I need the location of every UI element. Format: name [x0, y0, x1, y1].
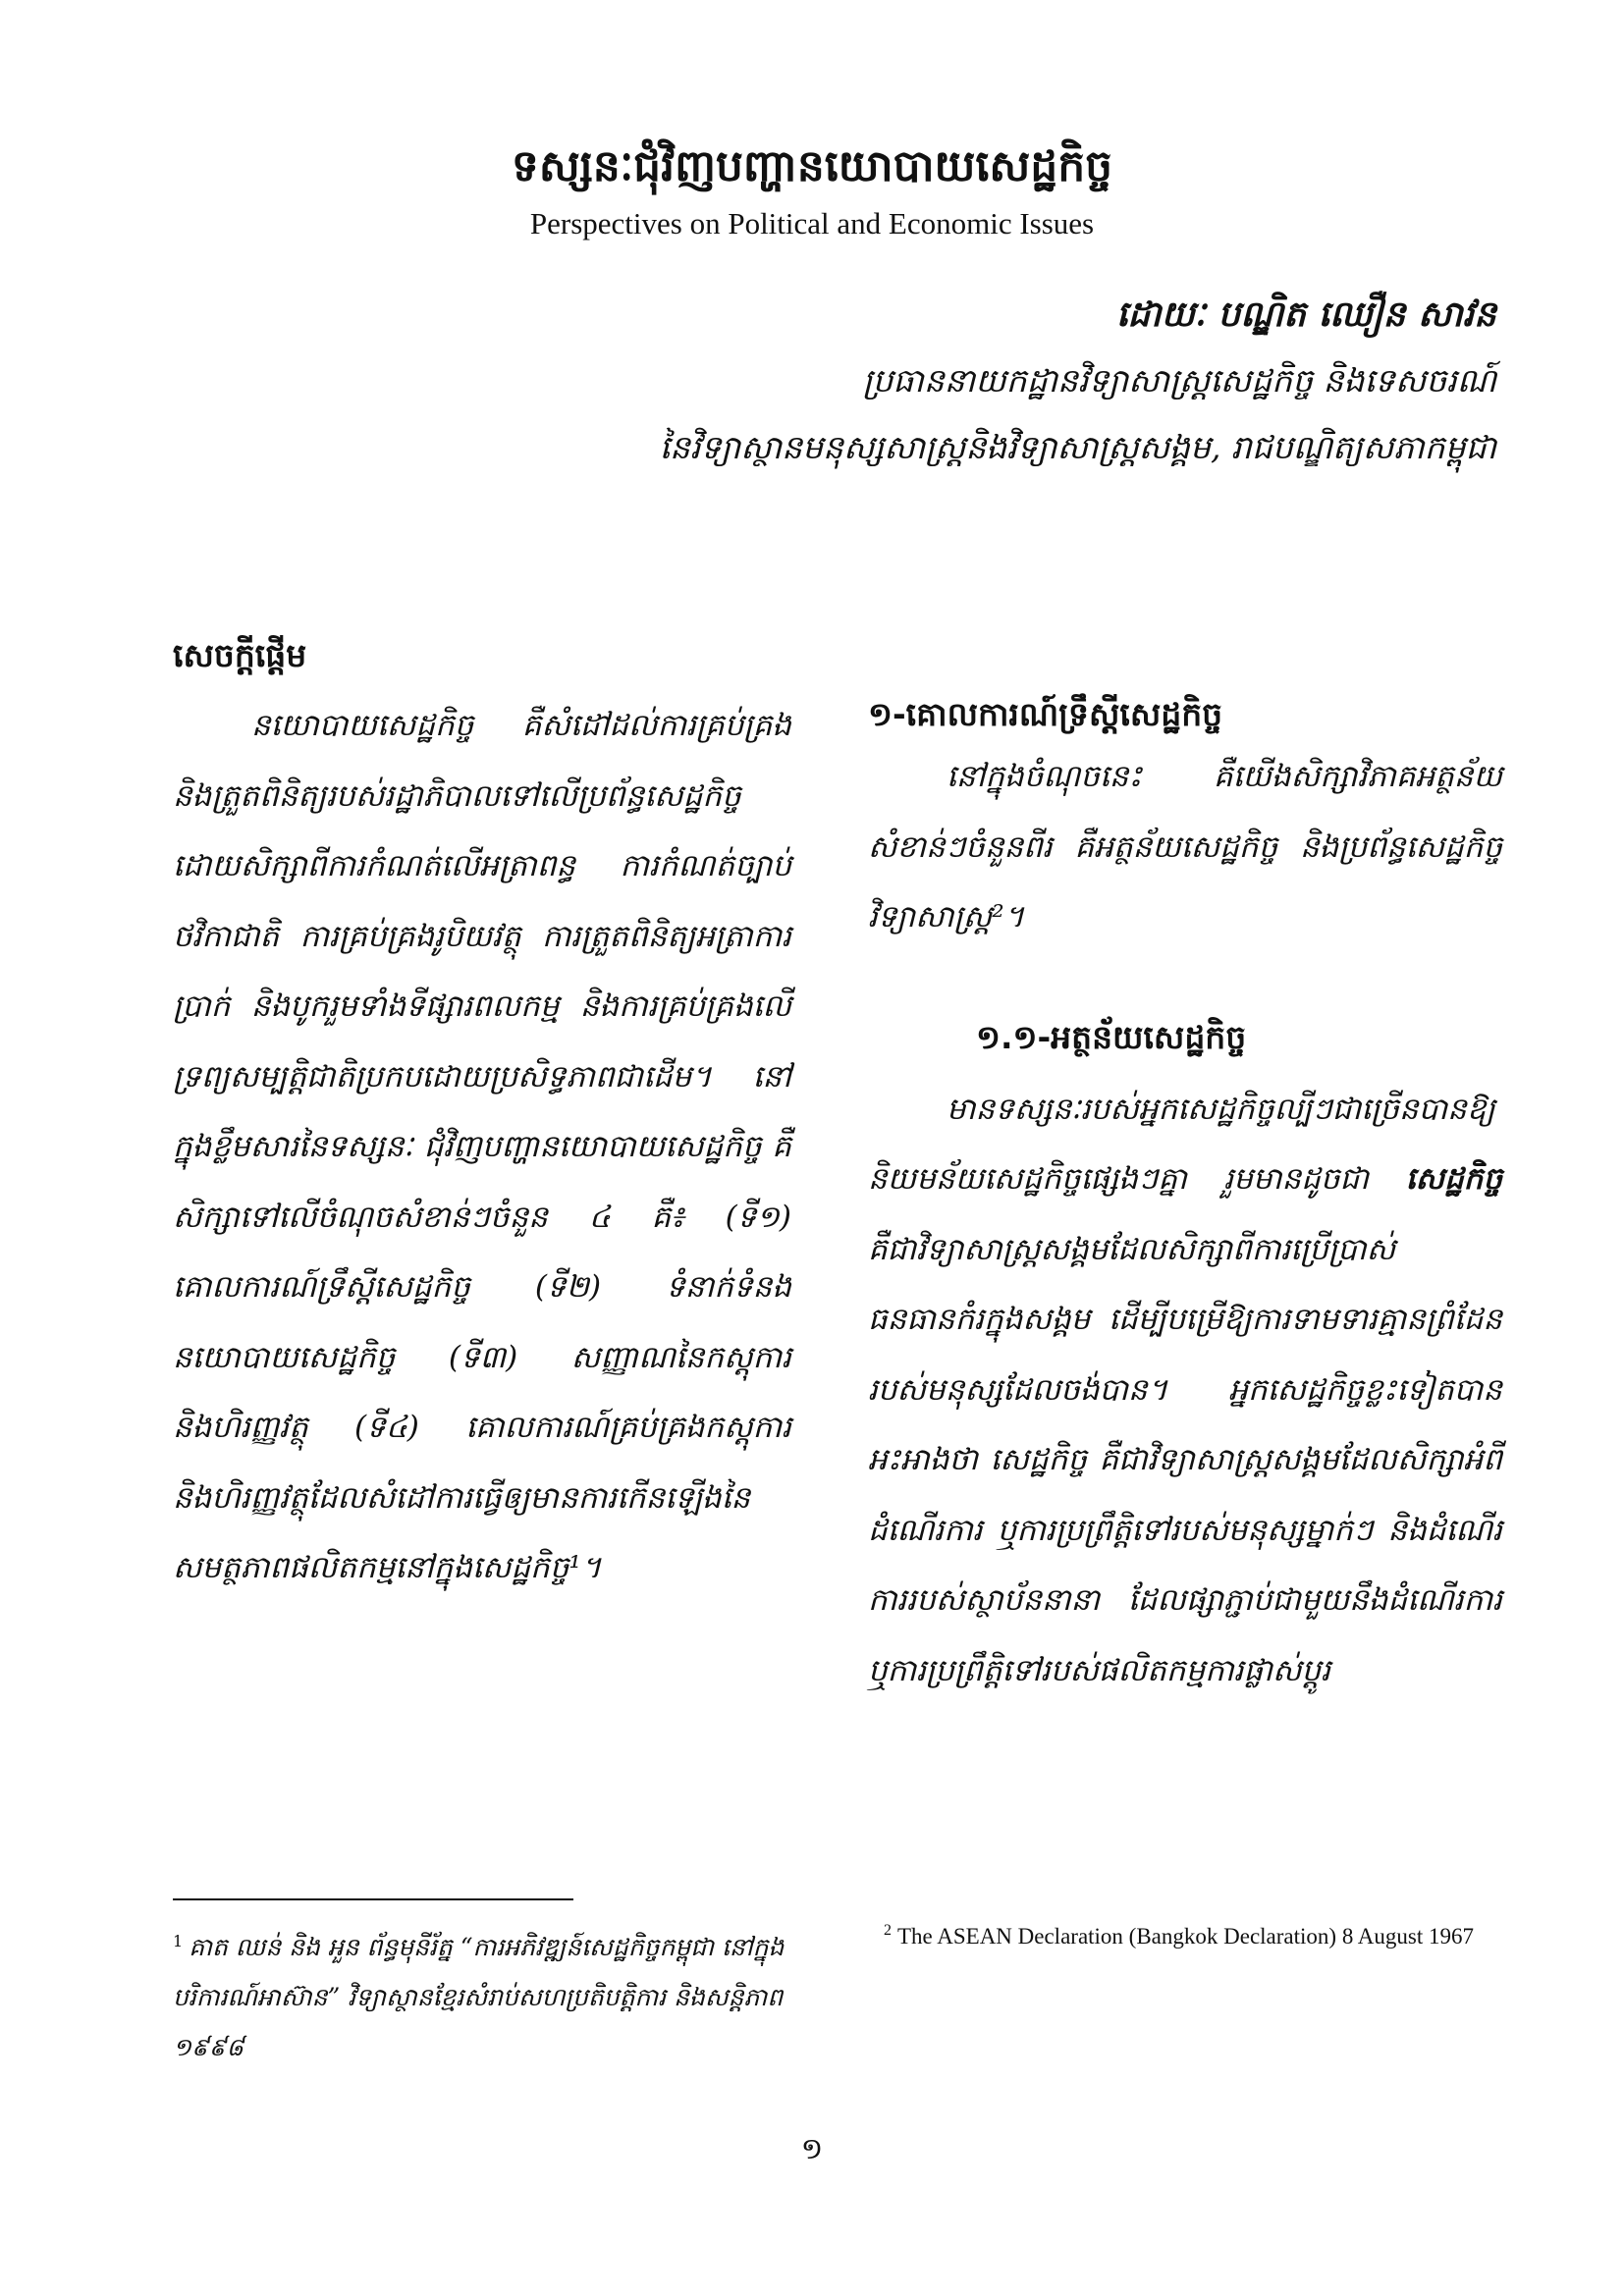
section-1-1-text-before: មានទស្សនៈរបស់អ្នកសេដ្ឋកិច្ចល្បីៗជាច្រើនបានឱ្យនិយមន័យសេដ្ឋកិច្ចផ្សេងៗគ្នា រួមមានដូចជា: [868, 1091, 1495, 1197]
footnote-2-mark: 2: [884, 1922, 892, 1940]
footnote-1-text: គាត ឈន់ និង អួន ព័ន្ធមុនីរ័ត្ន “ការអភិវឌ្ឍន៍សេដ្ឋកិច្ចកម្ពុជា នៅក្នុងបរិការណ៍អាស៊ាន” វិទ្យាស្ថានខ្មែរសំរាប់សហប្រតិបត្តិការ និងសន្តិភាព ១៩៩៨: [173, 1933, 785, 2061]
left-column: [173, 628, 791, 1604]
right-column: [868, 687, 1502, 1706]
footnote-1: [173, 1922, 791, 2072]
introduction-paragraph: នយោបាយសេដ្ឋកិច្ច គឺសំដៅដល់ការគ្រប់គ្រង និងត្រួតពិនិត្យរបស់រដ្ឋាភិបាលទៅលើប្រព័ន្ធសេដ្ឋកិច្ច ដោយសិក្សាពីការកំណត់លើអត្រាពន្ធ ការកំណត់ច្បាប់ថវិកាជាតិ ការគ្រប់គ្រងរូបិយវត្ថុ ការត្រួតពិនិត្យអត្រាការប្រាក់ និងបូករួមទាំងទីផ្សារពលកម្ម និងការគ្រប់គ្រងលើទ្រព្យសម្បត្តិជាតិប្រកបដោយប្រសិទ្ធភាពជាដើម។ នៅក្នុងខ្លឹមសារនៃទស្សនៈ ជុំវិញបញ្ហានយោបាយសេដ្ឋកិច្ច គឺសិក្សាទៅលើចំណុចសំខាន់ៗចំនួន ៤ គឺ៖ (ទី១) គោលការណ៍ទ្រឹស្ដីសេដ្ឋកិច្ច (ទី២) ទំនាក់ទំនងនយោបាយសេដ្ឋកិច្ច (ទី៣) សញ្ញាណនៃកស្ដុការ និងហិរញ្ញវត្ថុ (ទី៤) គោលការណ៍គ្រប់គ្រងកស្ដុការ និងហិរញ្ញវត្ថុដែលសំដៅការធ្វើឲ្យមានការកើនឡើងនៃសមត្ថភាពផលិតកម្មនៅក្នុងសេដ្ឋកិច្ច¹។: [173, 708, 791, 1585]
footnote-1-mark: 1: [173, 1931, 184, 1950]
section-1-1-heading: ១.១-អត្ថន័យសេដ្ឋកិច្ច: [976, 1017, 1247, 1056]
footnote-2: [884, 1922, 1502, 1951]
section-1-1-bold-term: សេដ្ឋកិច្ច: [1405, 1161, 1502, 1197]
author-position-line2: នៃវិទ្យាស្ថានមនុស្សសាស្ត្រនិងវិទ្យាសាស្ត្រសង្គម, រាជបណ្ឌិត្យសភាកម្ពុជា: [659, 428, 1496, 466]
section-1-1-paragraph: [868, 1075, 1502, 1707]
author-name: ដោយៈ បណ្ឌិត ឈឿន សាវន: [1115, 294, 1496, 335]
author-position-line1: ប្រធាននាយកដ្ឋានវិទ្យាសាស្ត្រសេដ្ឋកិច្ច និងទេសចរណ៍: [862, 361, 1496, 400]
footnote-divider: [173, 1898, 573, 1900]
section-1-paragraph: នៅក្នុងចំណុចនេះ គឺយើងសិក្សាវិភាគអត្ថន័យសំខាន់ៗចំនួនពីរ គឺអត្ថន័យសេដ្ឋកិច្ច និងប្រព័ន្ធសេដ្ឋកិច្ច វិទ្យាសាស្ត្រ²។: [868, 759, 1502, 934]
section-1-1-text-after: គឺជាវិទ្យាសាស្ត្រសង្គមដែលសិក្សាពីការប្រើប្រាស់ធនធានកំរក្នុងសង្គម ដើម្បីបម្រើឱ្យការទាមទារគ្មានព្រំដែនរបស់មនុស្សដែលចង់បាន។ អ្នកសេដ្ឋកិច្ចខ្លះទៀតបានអះអាងថា សេដ្ឋកិច្ច គឺជាវិទ្យាសាស្ត្រសង្គមដែលសិក្សាអំពីដំណើរការ ឬការប្រព្រឹត្តិទៅរបស់មនុស្សម្នាក់ៗ និងដំណើរការរបស់ស្ថាប័ននានា ដែលផ្សាភ្ជាប់ជាមួយនឹងដំណើរការ ឬការប្រព្រឹត្តិទៅរបស់ផលិតកម្មការផ្លាស់ប្ដូរ: [868, 1231, 1502, 1688]
document-title-khmer: ទស្សនៈជុំវិញបញ្ហានយោបាយសេដ្ឋកិច្ច: [511, 141, 1113, 191]
page-number: ១: [800, 2132, 824, 2166]
introduction-heading: សេចក្ដីផ្ដើម: [173, 636, 307, 674]
footnote-2-text: The ASEAN Declaration (Bangkok Declaration) 8 August 1967: [897, 1924, 1475, 1949]
document-title-english: Perspectives on Political and Economic Issues: [529, 206, 1095, 240]
section-1-heading: ១-គោលការណ៍ទ្រឹស្ដីសេដ្ឋកិច្ច: [868, 695, 1223, 733]
